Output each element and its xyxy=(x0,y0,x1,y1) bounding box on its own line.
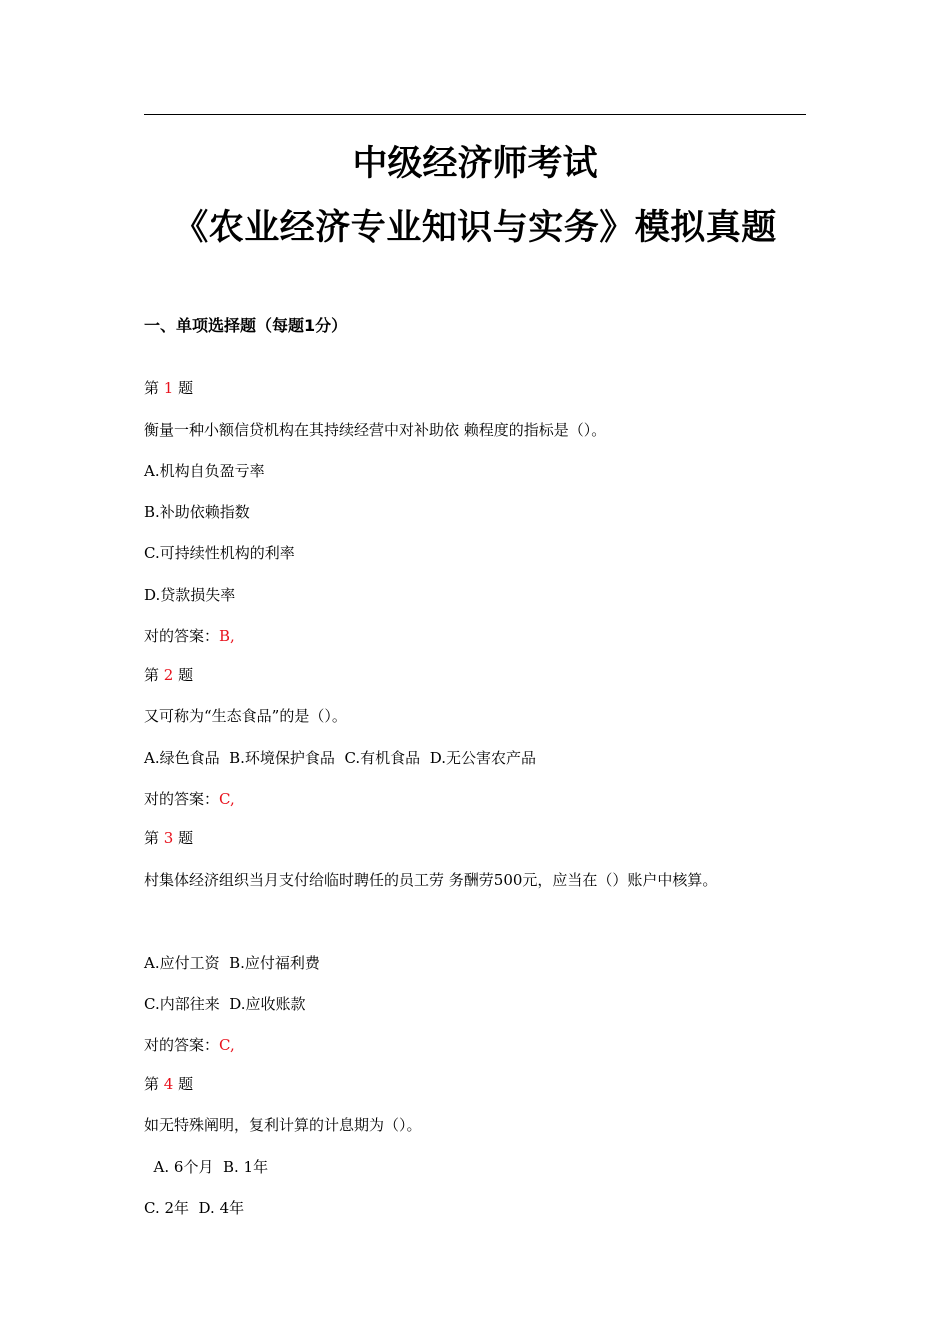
answer-value: B, xyxy=(219,627,235,645)
option-line: C.内部往来 D.应收账款 xyxy=(144,995,306,1013)
answer-label: 对的答案： xyxy=(144,790,220,808)
option-line: C. 2年 D. 4年 xyxy=(144,1199,245,1217)
option-line: A.应付工资 B.应付福利费 xyxy=(144,954,320,972)
question-prefix: 第 xyxy=(144,1075,164,1093)
question-prefix: 第 xyxy=(144,666,164,684)
option-line: A.机构自负盈亏率 xyxy=(144,462,265,480)
answer-value: C, xyxy=(219,790,235,808)
question-suffix: 题 xyxy=(173,829,194,847)
question-header xyxy=(144,827,193,849)
option-line: B.补助依赖指数 xyxy=(144,503,250,521)
question-suffix: 题 xyxy=(173,1075,194,1093)
question-suffix: 题 xyxy=(173,666,194,684)
answer-line xyxy=(144,1034,235,1056)
question-stem: 又可称为“生态食品”的是（）。 xyxy=(144,707,347,725)
question-number: 4 xyxy=(163,1075,174,1093)
question-number: 2 xyxy=(163,666,174,684)
question-prefix: 第 xyxy=(144,379,164,397)
answer-value: C, xyxy=(219,1036,235,1054)
question-number: 1 xyxy=(163,379,174,397)
question-stem: 村集体经济组织当月支付给临时聘任的员工劳 务酬劳500元，应当在（）账户中核算。 xyxy=(144,871,718,889)
question-prefix: 第 xyxy=(144,829,164,847)
answer-label: 对的答案： xyxy=(144,1036,220,1054)
option-line: C.可持续性机构的利率 xyxy=(144,544,295,562)
header-rule xyxy=(144,114,806,115)
question-header xyxy=(144,1073,193,1095)
answer-line xyxy=(144,625,235,647)
question-header xyxy=(144,377,193,399)
option-line: A.绿色食品 B.环境保护食品 C.有机食品 D.无公害农产品 xyxy=(144,749,536,767)
section-heading: 一、单项选择题（每题1分） xyxy=(144,316,348,335)
question-stem: 衡量一种小额信贷机构在其持续经营中对补助依 赖程度的指标是（）。 xyxy=(144,421,607,439)
option-line: A. 6个月 B. 1年 xyxy=(144,1158,269,1176)
question-header xyxy=(144,664,193,686)
option-line: D.贷款损失率 xyxy=(144,586,236,604)
answer-label: 对的答案： xyxy=(144,627,220,645)
question-number: 3 xyxy=(163,829,174,847)
question-stem: 如无特殊阐明，复利计算的计息期为（）。 xyxy=(144,1116,422,1134)
document-title: 中级经济师考试 xyxy=(352,144,598,184)
document-subtitle: 《农业经济专业知识与实务》模拟真题 xyxy=(173,208,777,248)
answer-line xyxy=(144,788,235,810)
question-suffix: 题 xyxy=(173,379,194,397)
